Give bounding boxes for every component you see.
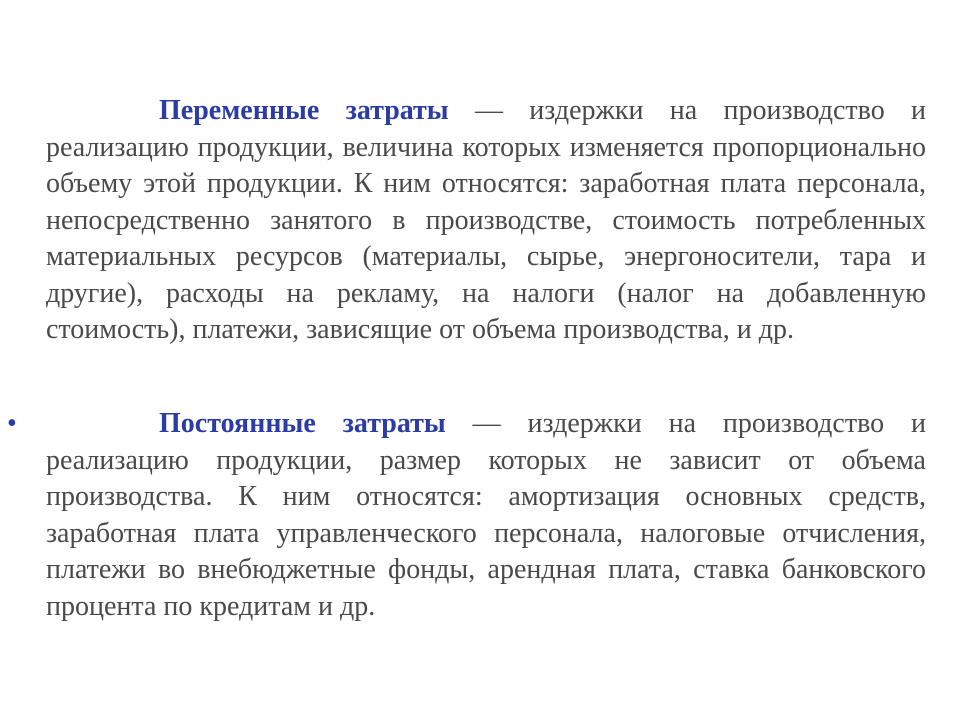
variable-costs-term: Переменные затраты <box>159 95 449 126</box>
variable-costs-definition: — издержки на производство и реализацию продукции, величина которых изменяется пропорционально объему этой продукции. К ним относятся: заработная плата персонала, непосредственно занятого в производстве, стоимость потребленных материальных ресурсов (материалы, сырье, энергоносители, тара и другие), расходы на рекламу, на налоги (налог на добавленную стоимость), платежи, зависящие от объема производства, и др. <box>46 95 926 345</box>
bullet-marker: • <box>7 408 17 439</box>
variable-costs-paragraph <box>46 93 926 349</box>
fixed-costs-paragraph <box>46 406 926 625</box>
fixed-costs-term: Постоянные затраты <box>159 408 446 439</box>
fixed-costs-definition: — издержки на производство и реализацию продукции, размер которых не зависит от объема производства. К ним относятся: амортизация основных средств, заработная плата управленческого персонала, налоговые отчисления, платежи во внебюджетные фонды, арендная плата, ставка банковского процента по кредитам и др. <box>46 408 926 622</box>
